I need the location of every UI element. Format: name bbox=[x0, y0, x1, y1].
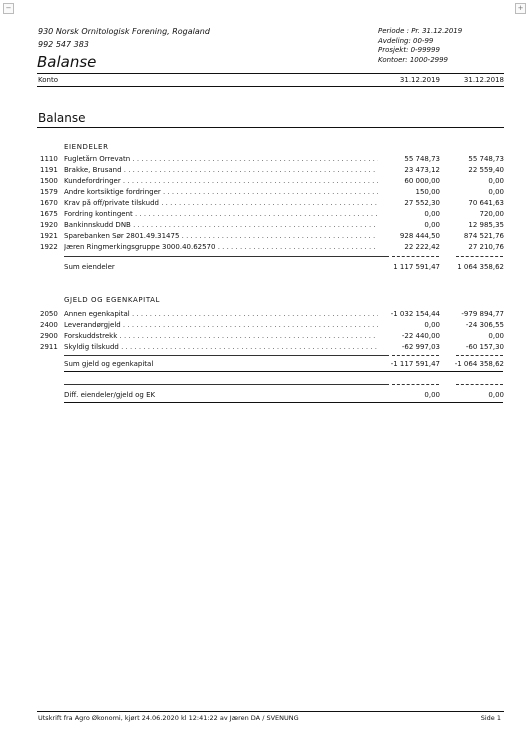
value-2019: 150,00 bbox=[415, 188, 440, 196]
account-name: Forskuddstrekk . . . bbox=[64, 332, 378, 340]
value-2018: 0,00 bbox=[488, 177, 504, 185]
footer-rule bbox=[37, 711, 504, 712]
value-2018: 0,00 bbox=[488, 332, 504, 340]
value-2018: 55 748,73 bbox=[468, 155, 504, 163]
value-2019: 928 444,50 bbox=[399, 232, 440, 240]
sum-underline bbox=[392, 256, 439, 257]
periode: Periode : Pr. 31.12.2019 bbox=[378, 27, 463, 35]
account-name: Bankinnskudd DNB . . . bbox=[64, 221, 378, 229]
account-code: 1191 bbox=[40, 166, 58, 174]
value-2019: 0,00 bbox=[424, 221, 440, 229]
sum-underline bbox=[64, 355, 389, 356]
value-2018: 0,00 bbox=[488, 188, 504, 196]
diff-label: Diff. eiendeler/gjeld og EK bbox=[64, 391, 156, 399]
value-2018: 874 521,76 bbox=[463, 232, 504, 240]
value-2019: 27 552,30 bbox=[404, 199, 440, 207]
main-title: Balanse bbox=[38, 111, 86, 125]
org-name: 930 Norsk Ornitologisk Forening, Rogaland bbox=[38, 27, 210, 36]
account-code: 2911 bbox=[40, 343, 58, 351]
value-2018: 27 210,76 bbox=[468, 243, 504, 251]
value-2018: -60 157,30 bbox=[465, 343, 504, 351]
account-code: 1579 bbox=[40, 188, 58, 196]
eiendeler-heading: EIENDELER bbox=[64, 143, 109, 151]
account-code: 1670 bbox=[40, 199, 58, 207]
value-2018: 720,00 bbox=[479, 210, 504, 218]
minus-icon[interactable]: − bbox=[3, 3, 14, 14]
diff-2018: 0,00 bbox=[488, 391, 504, 399]
value-2018: 12 985,35 bbox=[468, 221, 504, 229]
account-name: Krav på off/private tilskudd . . . bbox=[64, 199, 378, 207]
report-title: Balanse bbox=[37, 53, 97, 71]
col1-header: 31.12.2019 bbox=[399, 76, 440, 84]
page-number: Side 1 bbox=[480, 714, 501, 722]
diff-overline bbox=[392, 384, 439, 385]
sum-gjeld-2018: -1 064 358,62 bbox=[454, 360, 504, 368]
account-code: 1920 bbox=[40, 221, 58, 229]
sum-gjeld-2019: -1 117 591,47 bbox=[390, 360, 440, 368]
prosjekt: Prosjekt: 0-99999 bbox=[378, 46, 440, 54]
sum-gjeld-label: Sum gjeld og egenkapital bbox=[64, 360, 154, 368]
account-code: 2050 bbox=[40, 310, 58, 318]
value-2019: -1 032 154,44 bbox=[390, 310, 440, 318]
account-name: Brakke, Brusand . . . bbox=[64, 166, 378, 174]
kontoer: Kontoer: 1000-2999 bbox=[378, 56, 449, 64]
value-2019: 0,00 bbox=[424, 321, 440, 329]
sum-eiendeler-label: Sum eiendeler bbox=[64, 263, 115, 271]
value-2019: 60 000,00 bbox=[404, 177, 440, 185]
diff-overline bbox=[456, 384, 503, 385]
value-2018: -24 306,55 bbox=[465, 321, 504, 329]
account-name: Annen egenkapital . . . bbox=[64, 310, 378, 318]
diff-2019: 0,00 bbox=[424, 391, 440, 399]
sum-underline bbox=[456, 355, 503, 356]
column-header-rule bbox=[37, 86, 504, 87]
footer-text: Utskrift fra Agro Økonomi, kjørt 24.06.2020 kl 12:41:22 av Jæren DA / SVENUNG bbox=[38, 714, 299, 722]
sum-underline bbox=[456, 256, 503, 257]
sum-eiendeler-2019: 1 117 591,47 bbox=[393, 263, 440, 271]
account-name: Fordring kontingent . . . bbox=[64, 210, 378, 218]
sum-underline bbox=[392, 355, 439, 356]
value-2019: -22 440,00 bbox=[401, 332, 440, 340]
value-2019: 55 748,73 bbox=[404, 155, 440, 163]
value-2018: -979 894,77 bbox=[461, 310, 504, 318]
account-name: Sparebanken Sør 2801.49.31475 . . . bbox=[64, 232, 378, 240]
diff-overline bbox=[64, 384, 389, 385]
konto-column-header: Konto bbox=[38, 76, 58, 84]
account-code: 1675 bbox=[40, 210, 58, 218]
account-name: Skyldig tilskudd . . . bbox=[64, 343, 378, 351]
account-code: 1922 bbox=[40, 243, 58, 251]
diff-rule bbox=[64, 402, 503, 403]
value-2018: 70 641,63 bbox=[468, 199, 504, 207]
account-code: 1110 bbox=[40, 155, 58, 163]
value-2019: 23 473,12 bbox=[404, 166, 440, 174]
value-2019: -62 997,03 bbox=[401, 343, 440, 351]
value-2018: 22 559,40 bbox=[468, 166, 504, 174]
header-rule bbox=[37, 73, 504, 74]
value-2019: 0,00 bbox=[424, 210, 440, 218]
account-name: Jæren Ringmerkingsgruppe 3000.40.62570 . . . bbox=[64, 243, 378, 251]
value-2019: 22 222,42 bbox=[404, 243, 440, 251]
sum-underline bbox=[64, 256, 389, 257]
sum-eiendeler-2018: 1 064 358,62 bbox=[457, 263, 504, 271]
account-code: 1921 bbox=[40, 232, 58, 240]
plus-icon[interactable]: + bbox=[515, 3, 526, 14]
col2-header: 31.12.2018 bbox=[463, 76, 504, 84]
avdeling: Avdeling: 00-99 bbox=[378, 37, 434, 45]
account-name: Kundefordringer . . . bbox=[64, 177, 378, 185]
account-code: 2400 bbox=[40, 321, 58, 329]
account-name: Leverandørgjeld . . . bbox=[64, 321, 378, 329]
main-title-rule bbox=[37, 127, 504, 128]
account-code: 1500 bbox=[40, 177, 58, 185]
org-number: 992 547 383 bbox=[38, 40, 89, 49]
gjeld-heading: GJELD OG EGENKAPITAL bbox=[64, 296, 161, 304]
account-name: Fugletårn Orrevatn . . . bbox=[64, 155, 378, 163]
account-name: Andre kortsiktige fordringer . . . bbox=[64, 188, 378, 196]
account-code: 2900 bbox=[40, 332, 58, 340]
sum-gjeld-rule bbox=[64, 371, 503, 372]
